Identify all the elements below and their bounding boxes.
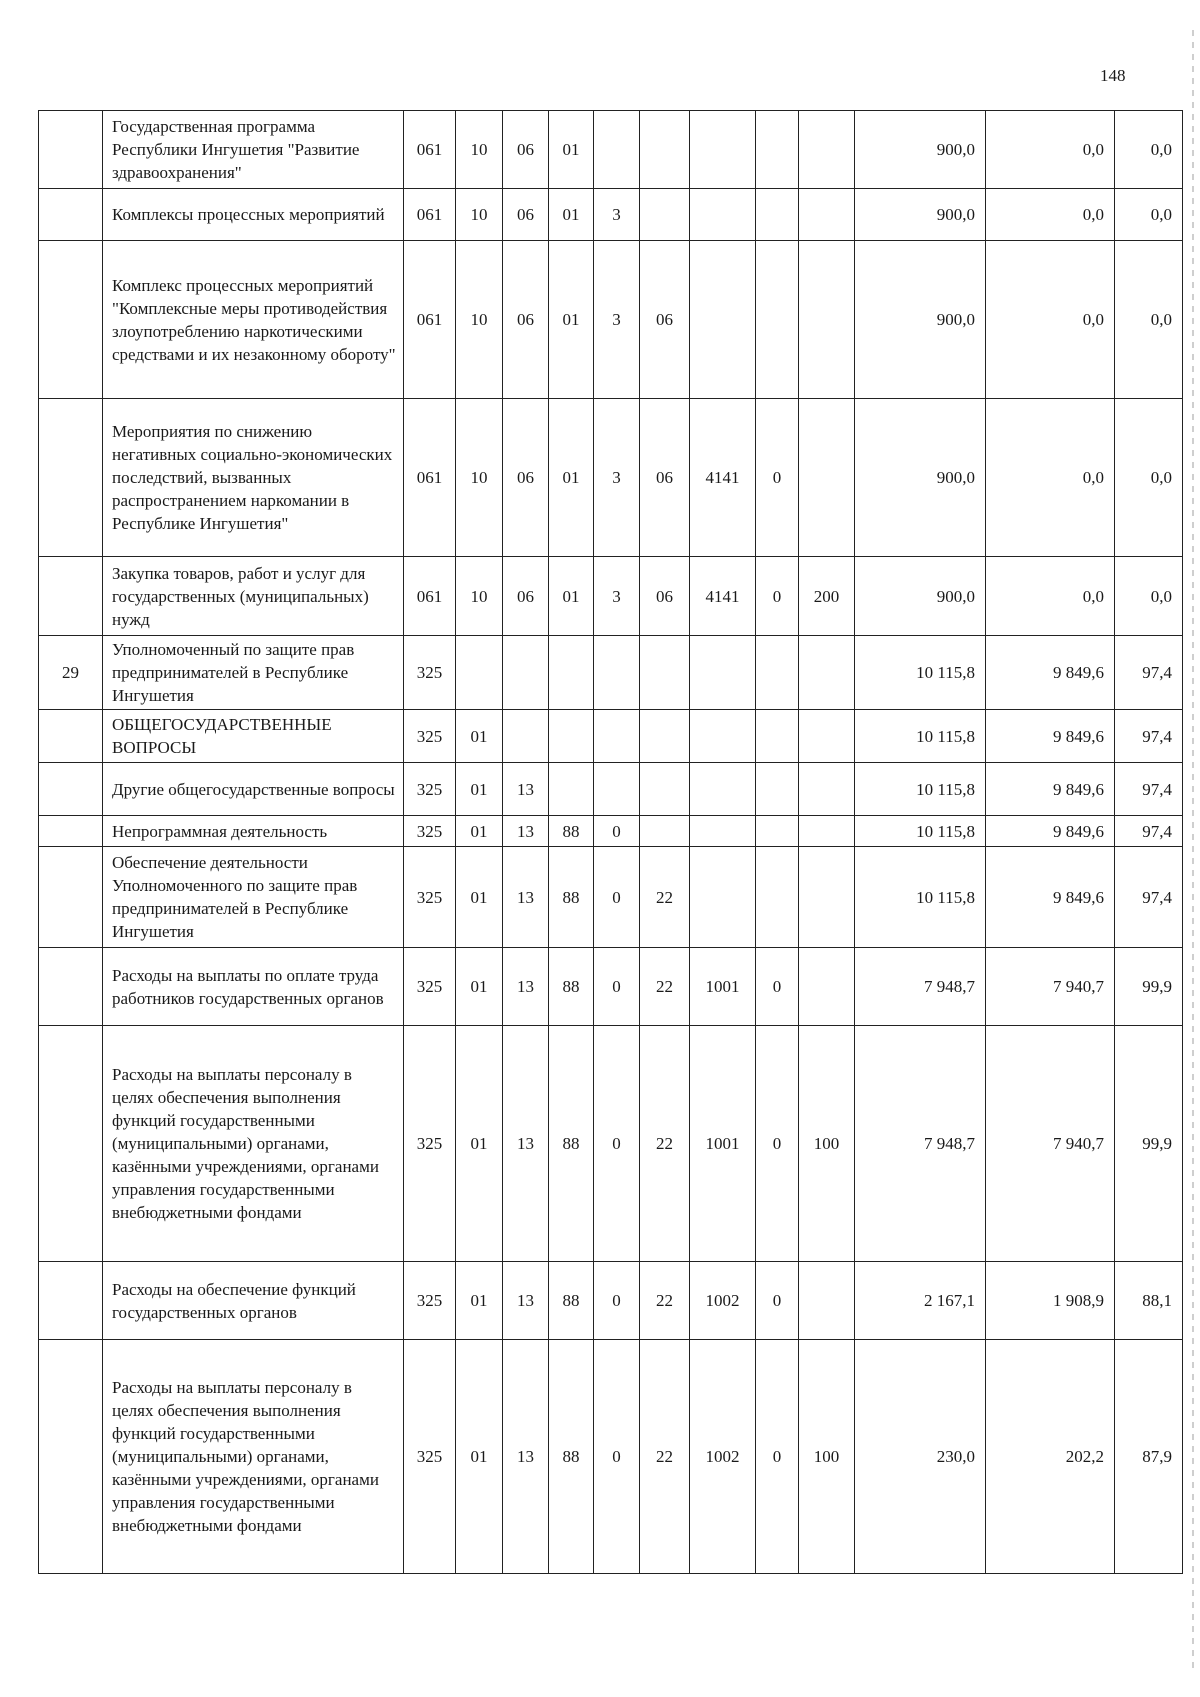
- amount-fact: 1 908,9: [986, 1262, 1115, 1340]
- code-section: 01: [456, 1262, 503, 1340]
- code-complex: [640, 816, 690, 847]
- code-direction: [690, 636, 756, 710]
- amount-plan: 2 167,1: [855, 1262, 986, 1340]
- code-ministry: 325: [404, 948, 456, 1026]
- code-subsection: 06: [503, 557, 549, 636]
- row-name: Государственная программа Республики Ингушетия "Развитие здравоохранения": [103, 111, 404, 189]
- code-expense-type: [799, 847, 855, 948]
- code-ministry: 325: [404, 710, 456, 763]
- code-subprogram: [594, 763, 640, 816]
- code-direction: [690, 816, 756, 847]
- code-ministry: 061: [404, 111, 456, 189]
- code-sub-direction: 0: [756, 948, 799, 1026]
- row-number: [39, 710, 103, 763]
- table-row: [39, 1262, 1183, 1340]
- amount-fact: 9 849,6: [986, 847, 1115, 948]
- row-name: Расходы на выплаты персоналу в целях обеспечения выполнения функций государственными (муниципальными) органами, казёнными учреждениями, органами управления государственными внебюджетными фондами: [103, 1026, 404, 1262]
- percent-executed: 97,4: [1115, 847, 1183, 948]
- code-program: 01: [549, 241, 594, 399]
- code-subsection: [503, 636, 549, 710]
- code-program: 88: [549, 1262, 594, 1340]
- code-ministry: 325: [404, 636, 456, 710]
- table-row: [39, 948, 1183, 1026]
- scan-edge: [1192, 30, 1194, 1670]
- code-subprogram: [594, 710, 640, 763]
- row-number: [39, 241, 103, 399]
- amount-fact: 0,0: [986, 111, 1115, 189]
- row-number: [39, 847, 103, 948]
- row-name: Расходы на выплаты по оплате труда работников государственных органов: [103, 948, 404, 1026]
- table-row: [39, 710, 1183, 763]
- amount-plan: 10 115,8: [855, 710, 986, 763]
- code-direction: 1002: [690, 1340, 756, 1574]
- amount-fact: 9 849,6: [986, 763, 1115, 816]
- code-subsection: 13: [503, 763, 549, 816]
- code-expense-type: [799, 763, 855, 816]
- code-direction: [690, 710, 756, 763]
- amount-plan: 10 115,8: [855, 636, 986, 710]
- table-row: [39, 557, 1183, 636]
- code-ministry: 061: [404, 399, 456, 557]
- code-ministry: 061: [404, 241, 456, 399]
- percent-executed: 0,0: [1115, 189, 1183, 241]
- budget-table: [38, 110, 1183, 1574]
- code-ministry: 061: [404, 557, 456, 636]
- code-program: 88: [549, 1026, 594, 1262]
- amount-fact: 7 940,7: [986, 1026, 1115, 1262]
- amount-plan: 900,0: [855, 399, 986, 557]
- code-ministry: 325: [404, 816, 456, 847]
- code-section: 10: [456, 399, 503, 557]
- amount-fact: 0,0: [986, 189, 1115, 241]
- code-complex: 22: [640, 1340, 690, 1574]
- amount-fact: 9 849,6: [986, 710, 1115, 763]
- percent-executed: 0,0: [1115, 399, 1183, 557]
- code-expense-type: [799, 948, 855, 1026]
- code-complex: 22: [640, 1026, 690, 1262]
- amount-plan: 10 115,8: [855, 847, 986, 948]
- percent-executed: 99,9: [1115, 948, 1183, 1026]
- table-row: [39, 763, 1183, 816]
- code-complex: 22: [640, 948, 690, 1026]
- amount-plan: 900,0: [855, 241, 986, 399]
- code-expense-type: [799, 189, 855, 241]
- code-section: 01: [456, 710, 503, 763]
- code-subprogram: 3: [594, 557, 640, 636]
- code-section: 10: [456, 557, 503, 636]
- code-section: 10: [456, 241, 503, 399]
- percent-executed: 97,4: [1115, 710, 1183, 763]
- code-expense-type: [799, 816, 855, 847]
- amount-fact: 0,0: [986, 399, 1115, 557]
- code-subprogram: 0: [594, 1262, 640, 1340]
- code-subprogram: [594, 111, 640, 189]
- code-direction: [690, 847, 756, 948]
- percent-executed: 0,0: [1115, 557, 1183, 636]
- row-number: [39, 557, 103, 636]
- code-subsection: 13: [503, 1340, 549, 1574]
- code-section: 01: [456, 1340, 503, 1574]
- row-name: Другие общегосударственные вопросы: [103, 763, 404, 816]
- row-number: [39, 189, 103, 241]
- amount-fact: 9 849,6: [986, 816, 1115, 847]
- code-ministry: 325: [404, 1262, 456, 1340]
- code-expense-type: [799, 241, 855, 399]
- row-name: Непрограммная деятельность: [103, 816, 404, 847]
- code-ministry: 325: [404, 763, 456, 816]
- code-ministry: 061: [404, 189, 456, 241]
- code-section: 10: [456, 189, 503, 241]
- amount-plan: 900,0: [855, 557, 986, 636]
- code-complex: [640, 710, 690, 763]
- code-subprogram: 0: [594, 847, 640, 948]
- amount-plan: 7 948,7: [855, 1026, 986, 1262]
- code-direction: [690, 111, 756, 189]
- table-row: [39, 189, 1183, 241]
- code-program: 01: [549, 111, 594, 189]
- code-subprogram: 3: [594, 241, 640, 399]
- code-direction: 1002: [690, 1262, 756, 1340]
- code-expense-type: [799, 636, 855, 710]
- code-sub-direction: [756, 189, 799, 241]
- percent-executed: 0,0: [1115, 241, 1183, 399]
- code-subsection: 13: [503, 847, 549, 948]
- code-expense-type: [799, 111, 855, 189]
- code-expense-type: 200: [799, 557, 855, 636]
- code-expense-type: [799, 710, 855, 763]
- code-expense-type: [799, 1262, 855, 1340]
- code-ministry: 325: [404, 1340, 456, 1574]
- code-sub-direction: [756, 241, 799, 399]
- amount-plan: 900,0: [855, 189, 986, 241]
- row-name: Комплексы процессных мероприятий: [103, 189, 404, 241]
- table-row: [39, 111, 1183, 189]
- code-direction: [690, 189, 756, 241]
- row-name: Мероприятия по снижению негативных социально-экономических последствий, вызванных распространением наркомании в Республике Ингушетия": [103, 399, 404, 557]
- code-complex: 22: [640, 1262, 690, 1340]
- row-name: ОБЩЕГОСУДАРСТВЕННЫЕ ВОПРОСЫ: [103, 710, 404, 763]
- code-sub-direction: 0: [756, 1340, 799, 1574]
- row-number: [39, 1262, 103, 1340]
- row-name: Расходы на обеспечение функций государственных органов: [103, 1262, 404, 1340]
- code-sub-direction: [756, 847, 799, 948]
- code-sub-direction: [756, 816, 799, 847]
- code-program: 88: [549, 1340, 594, 1574]
- code-direction: 1001: [690, 948, 756, 1026]
- code-section: 01: [456, 763, 503, 816]
- code-program: [549, 636, 594, 710]
- code-subprogram: 0: [594, 816, 640, 847]
- page-number: 148: [1100, 66, 1126, 85]
- code-sub-direction: 0: [756, 399, 799, 557]
- code-sub-direction: [756, 111, 799, 189]
- code-sub-direction: 0: [756, 1262, 799, 1340]
- percent-executed: 99,9: [1115, 1026, 1183, 1262]
- code-sub-direction: [756, 763, 799, 816]
- amount-fact: 202,2: [986, 1340, 1115, 1574]
- amount-plan: 10 115,8: [855, 763, 986, 816]
- code-program: 88: [549, 948, 594, 1026]
- code-subsection: 13: [503, 1262, 549, 1340]
- code-complex: 06: [640, 557, 690, 636]
- row-name: Обеспечение деятельности Уполномоченного по защите прав предпринимателей в Республике Ингушетия: [103, 847, 404, 948]
- code-subsection: 06: [503, 189, 549, 241]
- code-program: [549, 710, 594, 763]
- amount-plan: 10 115,8: [855, 816, 986, 847]
- row-number: [39, 111, 103, 189]
- code-sub-direction: 0: [756, 557, 799, 636]
- code-subprogram: 0: [594, 1026, 640, 1262]
- percent-executed: 87,9: [1115, 1340, 1183, 1574]
- code-complex: [640, 189, 690, 241]
- code-program: 01: [549, 399, 594, 557]
- code-sub-direction: [756, 710, 799, 763]
- code-subprogram: 3: [594, 399, 640, 557]
- code-expense-type: 100: [799, 1026, 855, 1262]
- code-section: 10: [456, 111, 503, 189]
- row-name: Уполномоченный по защите прав предпринимателей в Республике Ингушетия: [103, 636, 404, 710]
- amount-fact: 9 849,6: [986, 636, 1115, 710]
- row-number: [39, 399, 103, 557]
- code-direction: 4141: [690, 399, 756, 557]
- code-subsection: 13: [503, 816, 549, 847]
- code-section: 01: [456, 816, 503, 847]
- percent-executed: 97,4: [1115, 636, 1183, 710]
- code-ministry: 325: [404, 1026, 456, 1262]
- table-row: [39, 847, 1183, 948]
- code-ministry: 325: [404, 847, 456, 948]
- code-subprogram: 0: [594, 948, 640, 1026]
- amount-fact: 0,0: [986, 557, 1115, 636]
- percent-executed: 88,1: [1115, 1262, 1183, 1340]
- code-subprogram: [594, 636, 640, 710]
- row-name: Закупка товаров, работ и услуг для государственных (муниципальных) нужд: [103, 557, 404, 636]
- code-subprogram: 3: [594, 189, 640, 241]
- row-name: Расходы на выплаты персоналу в целях обеспечения выполнения функций государственными (муниципальными) органами, казёнными учреждениями, органами управления государственными внебюджетными фондами: [103, 1340, 404, 1574]
- code-program: [549, 763, 594, 816]
- code-complex: [640, 111, 690, 189]
- table-row: [39, 1340, 1183, 1574]
- code-subprogram: 0: [594, 1340, 640, 1574]
- amount-plan: 7 948,7: [855, 948, 986, 1026]
- code-complex: [640, 763, 690, 816]
- code-complex: [640, 636, 690, 710]
- code-section: 01: [456, 948, 503, 1026]
- percent-executed: 97,4: [1115, 816, 1183, 847]
- row-number: [39, 1026, 103, 1262]
- code-program: 01: [549, 189, 594, 241]
- code-expense-type: 100: [799, 1340, 855, 1574]
- amount-fact: 0,0: [986, 241, 1115, 399]
- table-row: [39, 241, 1183, 399]
- code-direction: [690, 763, 756, 816]
- table-row: [39, 399, 1183, 557]
- code-subsection: 13: [503, 948, 549, 1026]
- code-section: 01: [456, 847, 503, 948]
- code-complex: 22: [640, 847, 690, 948]
- code-section: 01: [456, 1026, 503, 1262]
- table-row: [39, 636, 1183, 710]
- row-number: [39, 763, 103, 816]
- code-subsection: 06: [503, 111, 549, 189]
- table-row: [39, 816, 1183, 847]
- code-complex: 06: [640, 241, 690, 399]
- code-sub-direction: 0: [756, 1026, 799, 1262]
- percent-executed: 97,4: [1115, 763, 1183, 816]
- code-complex: 06: [640, 399, 690, 557]
- row-number: [39, 816, 103, 847]
- row-number: [39, 1340, 103, 1574]
- code-subsection: 13: [503, 1026, 549, 1262]
- row-name: Комплекс процессных мероприятий "Комплексные меры противодействия злоупотреблению наркотическими средствами и их незаконному обороту": [103, 241, 404, 399]
- percent-executed: 0,0: [1115, 111, 1183, 189]
- code-direction: 4141: [690, 557, 756, 636]
- code-program: 01: [549, 557, 594, 636]
- row-number: [39, 948, 103, 1026]
- row-number: 29: [39, 636, 103, 710]
- table-body: [39, 111, 1183, 1574]
- code-section: [456, 636, 503, 710]
- code-program: 88: [549, 847, 594, 948]
- code-subsection: [503, 710, 549, 763]
- code-subsection: 06: [503, 399, 549, 557]
- code-direction: [690, 241, 756, 399]
- code-subsection: 06: [503, 241, 549, 399]
- code-sub-direction: [756, 636, 799, 710]
- code-direction: 1001: [690, 1026, 756, 1262]
- code-expense-type: [799, 399, 855, 557]
- code-program: 88: [549, 816, 594, 847]
- table-row: [39, 1026, 1183, 1262]
- amount-plan: 900,0: [855, 111, 986, 189]
- amount-fact: 7 940,7: [986, 948, 1115, 1026]
- amount-plan: 230,0: [855, 1340, 986, 1574]
